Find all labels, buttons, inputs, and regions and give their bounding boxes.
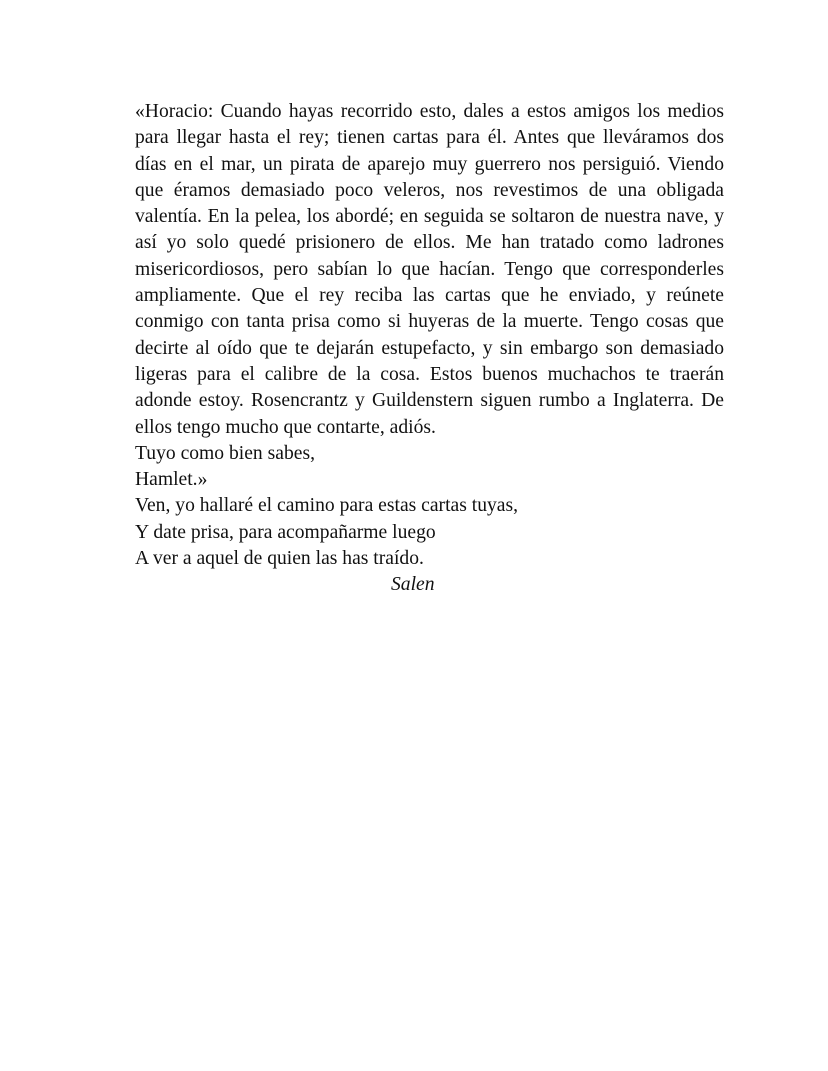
verse-line: A ver a aquel de quien las has traído. bbox=[135, 548, 424, 570]
letter-closing: Tuyo como bien sabes, bbox=[135, 442, 315, 464]
verse-line: Y date prisa, para acompañarme luego bbox=[135, 521, 436, 543]
stage-direction: Salen bbox=[391, 574, 435, 596]
document-body bbox=[135, 99, 724, 599]
letter-signature: Hamlet.» bbox=[135, 469, 208, 491]
letter-paragraph: «Horacio: Cuando hayas recorrido esto, dales a estos amigos los medios para llegar hasta el rey; tienen cartas para él. Antes que lleváramos dos días en el mar, un pirata de aparejo muy guerrero nos persiguió. Viendo que éramos demasiado poco veleros, nos revestimos de una obligada valentía. En la pelea, los abordé; en seguida se soltaron de nuestra nave, y así yo solo quedé prisionero de ellos. Me han tratado como ladrones misericordiosos, pero sabían lo que hacían. Tengo que corresponderles ampliamente. Que el rey reciba las cartas que he enviado, y reúnete conmigo con tanta prisa como si huyeras de la muerte. Tengo cosas que decirte al oído que te dejarán estupefacto, y sin embargo son demasiado ligeras para el calibre de la cosa. Estos buenos muchachos te traerán adonde estoy. Rosencrantz y Guildenstern siguen rumbo a Inglaterra. De ellos tengo mucho que contarte, adiós. bbox=[135, 101, 724, 438]
verse-line: Ven, yo hallaré el camino para estas cartas tuyas, bbox=[135, 495, 519, 517]
